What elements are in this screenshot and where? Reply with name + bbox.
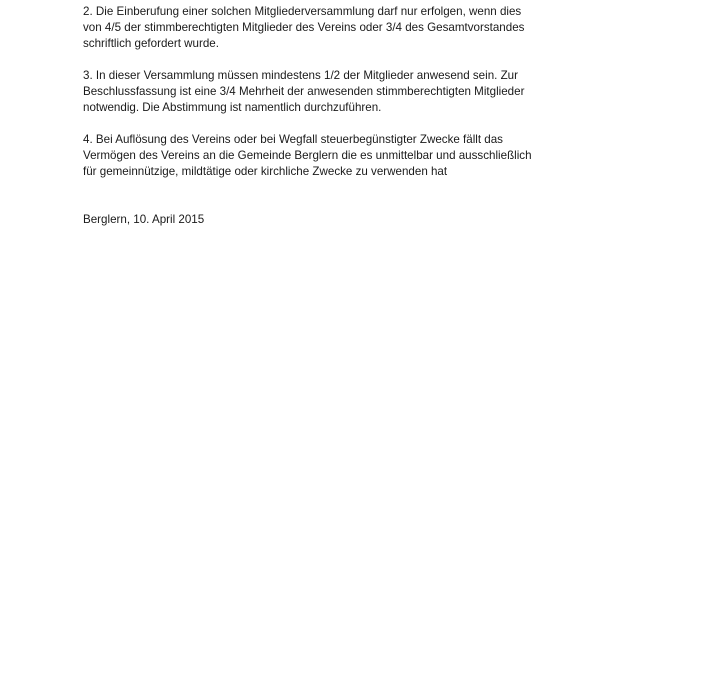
paragraph-spacer [83, 116, 583, 132]
paragraph-4 [83, 132, 583, 180]
paragraph-line: notwendig. Die Abstimmung ist namentlich durchzuführen. [83, 101, 382, 114]
paragraph-line: 3. In dieser Versammlung müssen mindestens 1/2 der Mitglieder anwesend sein. Zur [83, 69, 518, 82]
paragraph-spacer [83, 180, 583, 212]
place-date-line [83, 212, 583, 228]
paragraph-line: 4. Bei Auflösung des Vereins oder bei Wegfall steuerbegünstigter Zwecke fällt das [83, 133, 503, 146]
document-body [83, 4, 583, 228]
paragraph-line: für gemeinnützige, mildtätige oder kirchliche Zwecke zu verwenden hat [83, 165, 448, 178]
signature-date: Berglern, 10. April 2015 [83, 213, 205, 226]
paragraph-2 [83, 4, 583, 52]
paragraph-line: 2. Die Einberufung einer solchen Mitgliederversammlung darf nur erfolgen, wenn dies [83, 5, 522, 18]
paragraph-line: Vermögen des Vereins an die Gemeinde Berglern die es unmittelbar und ausschließlich [83, 149, 532, 162]
paragraph-line: von 4/5 der stimmberechtigten Mitglieder des Vereins oder 3/4 des Gesamtvorstandes [83, 21, 525, 34]
paragraph-line: schriftlich gefordert wurde. [83, 37, 219, 50]
paragraph-3 [83, 68, 583, 116]
paragraph-line: Beschlussfassung ist eine 3/4 Mehrheit der anwesenden stimmberechtigten Mitglieder [83, 85, 525, 98]
paragraph-spacer [83, 52, 583, 68]
